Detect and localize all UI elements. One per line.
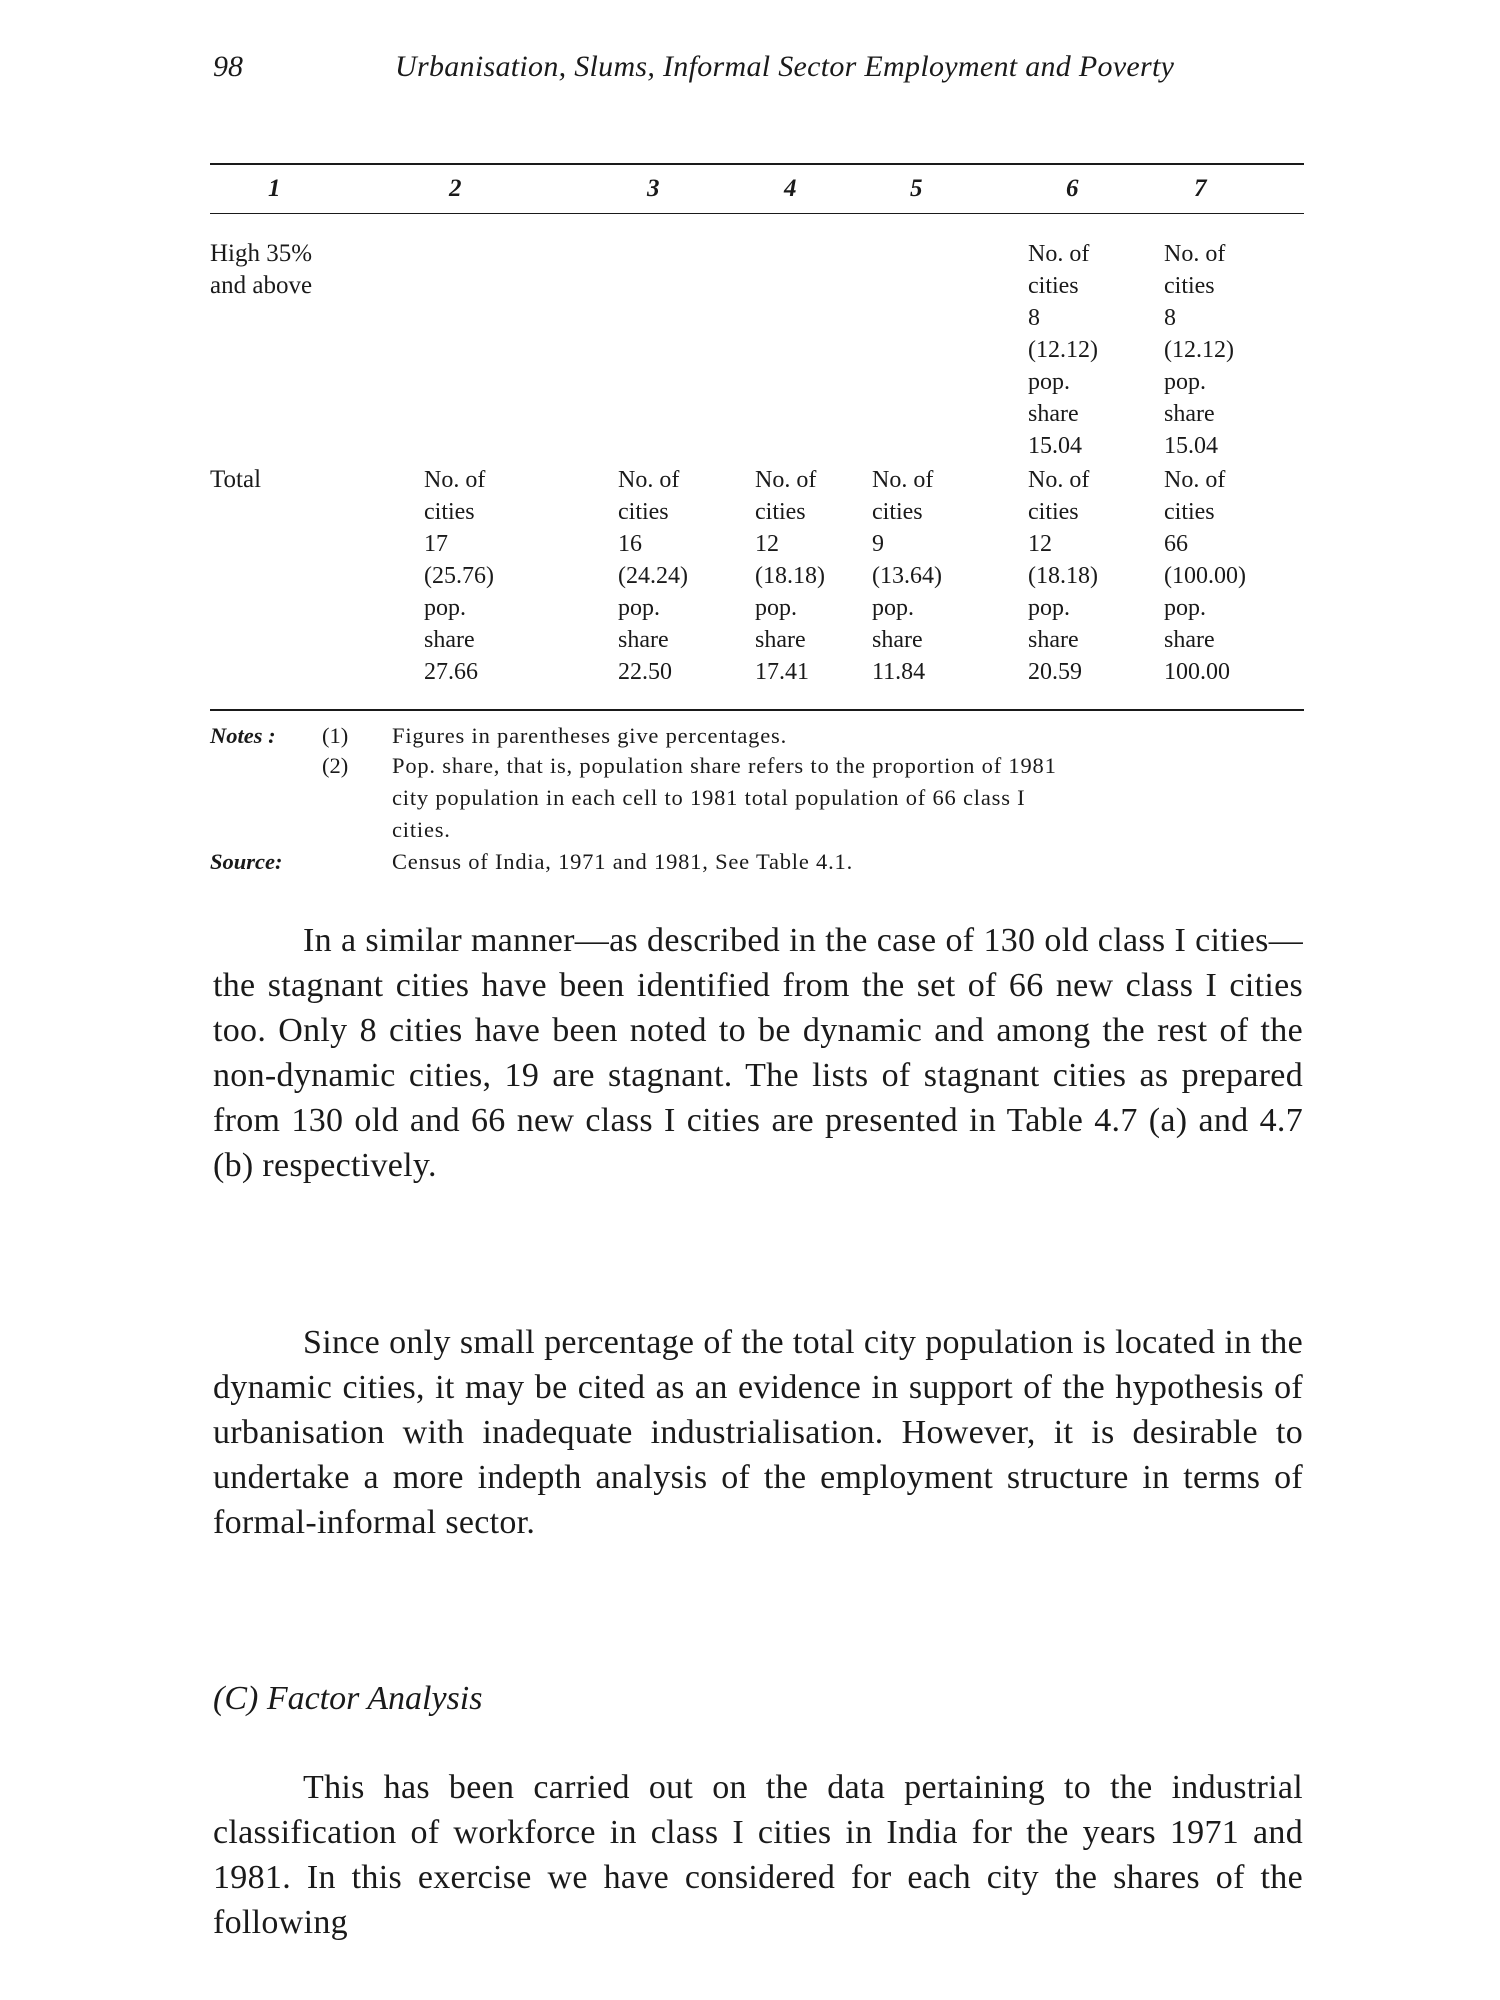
cell-line: pop.: [1028, 595, 1070, 621]
cell-line: 11.84: [872, 659, 926, 685]
cell-total-col2: [424, 464, 494, 688]
table-top-rule: [210, 163, 1304, 165]
cell-line: 66: [1164, 531, 1188, 557]
note-2-text: [392, 750, 1057, 846]
cell-line: cities: [424, 499, 475, 525]
paragraph-3: [213, 1765, 1303, 1945]
cell-line: 9: [872, 531, 884, 557]
cell-line: share: [755, 627, 806, 653]
cell-line: share: [872, 627, 923, 653]
cell-line: No. of: [424, 467, 486, 493]
cell-total-col7: [1164, 464, 1246, 688]
cell-line: 12: [1028, 531, 1052, 557]
note-1-number: (1): [322, 723, 349, 748]
column-number-6: 6: [1066, 175, 1079, 202]
cell-total-col3: [618, 464, 688, 688]
cell-line: 15.04: [1164, 433, 1218, 459]
note-2-line: Pop. share, that is, population share refers to the proportion of 1981: [392, 753, 1057, 778]
cell-line: (24.24): [618, 563, 688, 589]
column-number-5: 5: [910, 175, 923, 202]
note-2-number: (2): [322, 753, 349, 778]
cell-line: 22.50: [618, 659, 672, 685]
source-text: Census of India, 1971 and 1981, See Table 4.1.: [392, 849, 853, 874]
cell-line: No. of: [618, 467, 680, 493]
cell-line: share: [618, 627, 669, 653]
cell-line: 8: [1028, 305, 1040, 331]
cell-line: share: [1164, 627, 1215, 653]
paragraph-1: [213, 918, 1303, 1188]
cell-line: 8: [1164, 305, 1176, 331]
cell-line: cities: [1028, 499, 1079, 525]
cell-line: No. of: [1028, 467, 1090, 493]
cell-line: (12.12): [1028, 337, 1098, 363]
cell-line: (18.18): [755, 563, 825, 589]
cell-line: cities: [1028, 273, 1079, 299]
row-label-line: and above: [210, 272, 313, 299]
paragraph-2-text: Since only small percentage of the total city population is located in the dynamic cities, it may be cited as an evidence in support of the hypothesis of urbanisation with inadequate industrialisation. However, it is desirable to undertake a more indepth analysis of the employment structure in terms of formal-informal sector.: [213, 1324, 1303, 1541]
cell-line: pop.: [1028, 369, 1070, 395]
cell-line: pop.: [755, 595, 797, 621]
column-number-4: 4: [784, 175, 797, 202]
cell-line: pop.: [424, 595, 466, 621]
column-number-2: 2: [449, 175, 462, 202]
running-title: Urbanisation, Slums, Informal Sector Employment and Poverty: [395, 50, 1175, 83]
cell-line: cities: [872, 499, 923, 525]
row-label-total: [210, 464, 261, 496]
table-header-rule: [210, 213, 1304, 214]
notes-label: Notes :: [210, 723, 276, 748]
cell-line: No. of: [1164, 467, 1226, 493]
source-label: Source:: [210, 849, 283, 874]
cell-line: share: [1164, 401, 1215, 427]
cell-line: 17.41: [755, 659, 809, 685]
cell-high-col6: [1028, 238, 1098, 462]
cell-line: cities: [755, 499, 806, 525]
note-1-text: Figures in parentheses give percentages.: [392, 723, 787, 748]
cell-line: cities: [1164, 273, 1215, 299]
cell-line: (25.76): [424, 563, 494, 589]
cell-line: No. of: [1028, 241, 1090, 267]
cell-line: 20.59: [1028, 659, 1082, 685]
paragraph-3-text: This has been carried out on the data pertaining to the industrial classification of workforce in class I cities in India for the years 1971 and 1981. In this exercise we have considered for each city the shares of the following: [213, 1769, 1303, 1941]
cell-line: No. of: [872, 467, 934, 493]
cell-line: No. of: [1164, 241, 1226, 267]
cell-line: pop.: [1164, 369, 1206, 395]
column-number-1: 1: [268, 175, 281, 202]
cell-total-col5: [872, 464, 942, 688]
row-label-line: Total: [210, 466, 262, 493]
note-2-line: cities.: [392, 817, 451, 842]
cell-line: (18.18): [1028, 563, 1098, 589]
cell-high-col7: [1164, 238, 1234, 462]
column-number-7: 7: [1194, 175, 1207, 202]
cell-line: 16: [618, 531, 642, 557]
cell-line: share: [1028, 627, 1079, 653]
cell-line: (13.64): [872, 563, 942, 589]
paragraph-2: [213, 1320, 1303, 1545]
cell-line: share: [424, 627, 475, 653]
paragraph-1-text: In a similar manner—as described in the case of 130 old class I cities—the stagnant cities have been identified from the set of 66 new class I cities too. Only 8 cities have been noted to be dynamic and among the rest of the non-dynamic cities, 19 are stagnant. The lists of stagnant cities as prepared from 130 old and 66 new class I cities are presented in Table 4.7 (a) and 4.7 (b) respectively.: [213, 922, 1303, 1184]
cell-line: cities: [1164, 499, 1215, 525]
cell-line: 15.04: [1028, 433, 1082, 459]
row-label-high: [210, 238, 312, 302]
cell-line: 17: [424, 531, 448, 557]
cell-line: (12.12): [1164, 337, 1234, 363]
section-heading: (C) Factor Analysis: [213, 1680, 483, 1717]
column-number-3: 3: [647, 175, 660, 202]
row-label-line: High 35%: [210, 240, 313, 267]
cell-total-col6: [1028, 464, 1098, 688]
cell-line: pop.: [872, 595, 914, 621]
cell-line: (100.00): [1164, 563, 1246, 589]
cell-line: share: [1028, 401, 1079, 427]
cell-line: 100.00: [1164, 659, 1230, 685]
cell-line: cities: [618, 499, 669, 525]
table-bottom-rule: [210, 709, 1304, 711]
cell-total-col4: [755, 464, 825, 688]
note-2-line: city population in each cell to 1981 total population of 66 class I: [392, 785, 1026, 810]
cell-line: 12: [755, 531, 779, 557]
cell-line: 27.66: [424, 659, 478, 685]
page-number: 98: [213, 50, 243, 83]
cell-line: pop.: [618, 595, 660, 621]
cell-line: No. of: [755, 467, 817, 493]
cell-line: pop.: [1164, 595, 1206, 621]
